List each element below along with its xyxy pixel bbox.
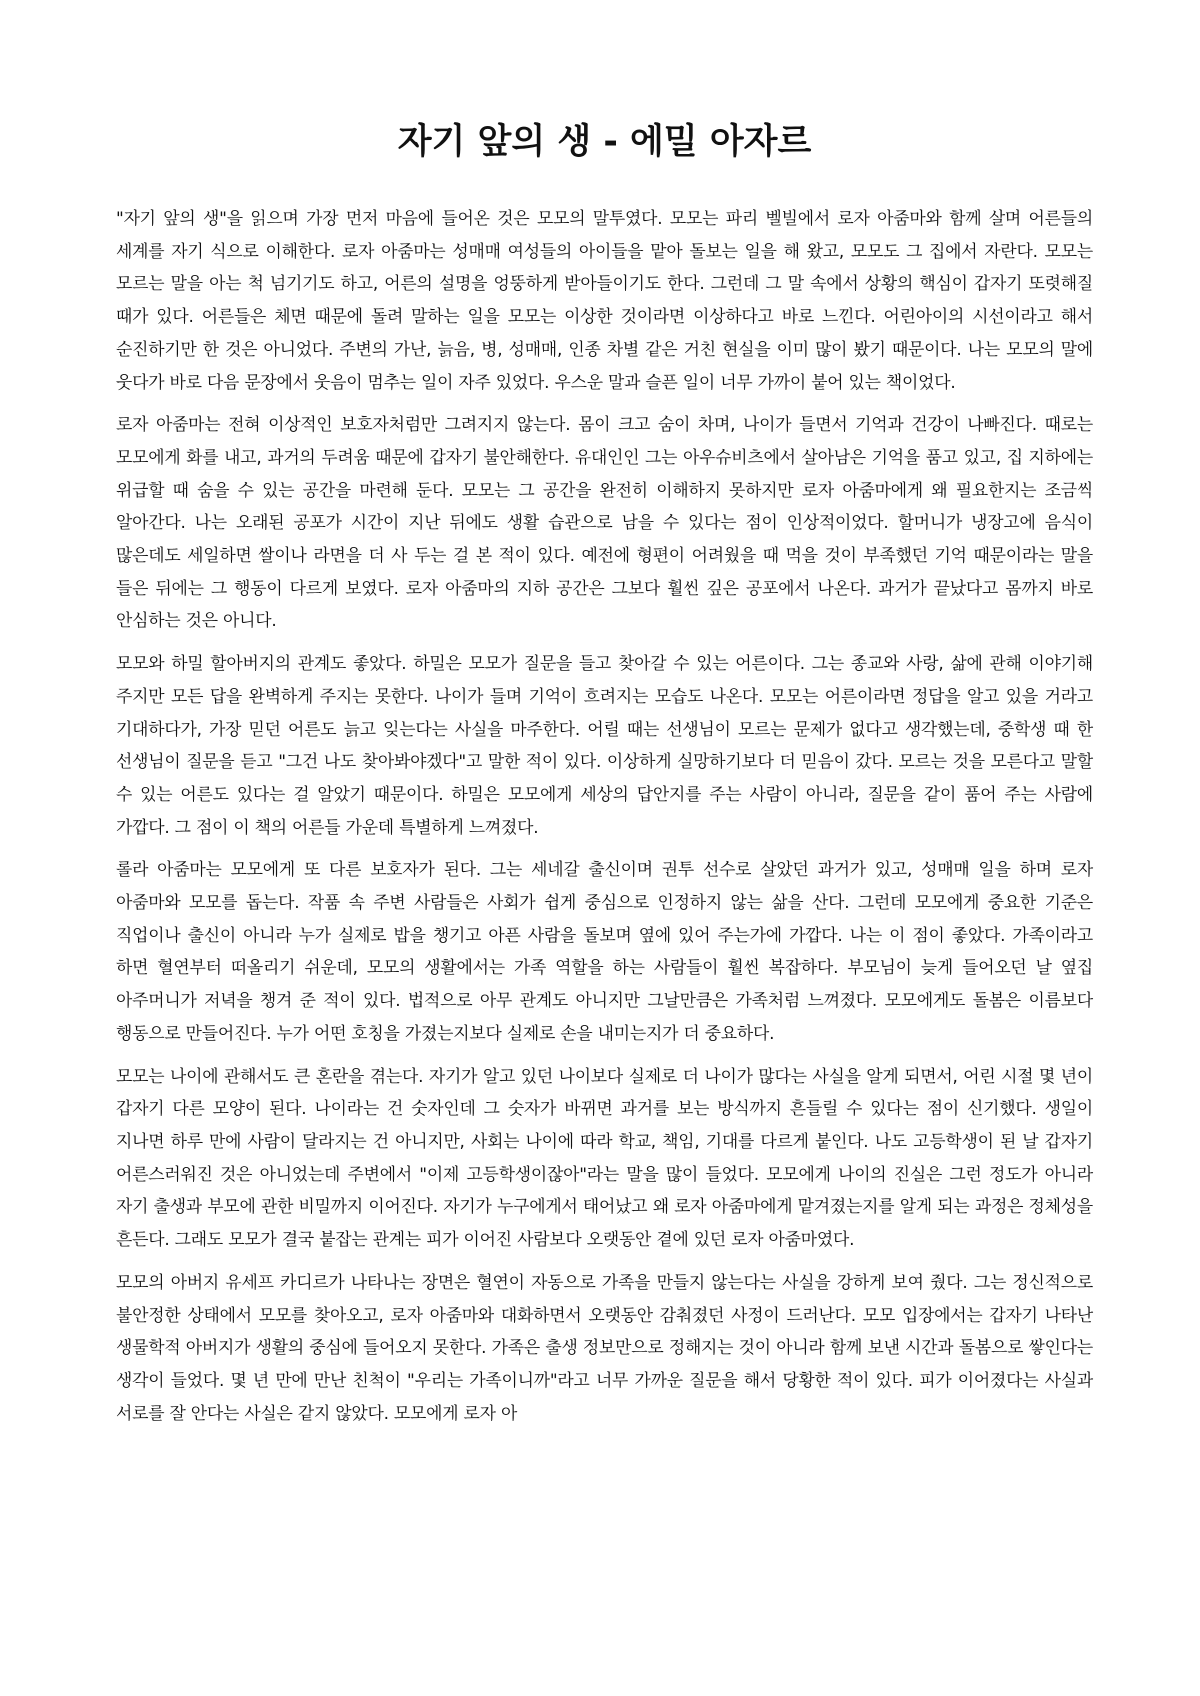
document-title: 자기 앞의 생 - 에밀 아자르 bbox=[397, 122, 812, 162]
paragraph-2: 로자 아줌마는 전혀 이상적인 보호자처럼만 그려지지 않는다. 몸이 크고 숨이 차며, 나이가 들면서 기억과 건강이 나빠진다. 때로는 모모에게 화를 내고, 과거의 두려움 때문에 갑자기 불안해한다. 유대인인 그는 아우슈비츠에서 살아남은 기억을 품고 있고, 집 지하에는 위급할 때 숨을 수 있는 공간을 마련해 둔다. 모모는 그 공간을 완전히 이해하지 못하지만 로자 아줌마에게 왜 필요한지는 조금씩 알아간다. 나는 오래된 공포가 시간이 지난 뒤에도 생활 습관으로 남을 수 있다는 점이 인상적이었다. 할머니가 냉장고에 음식이 많은데도 세일하면 쌀이나 라면을 더 사 두는 걸 본 적이 있다. 예전에 형편이 어려웠을 때 먹을 것이 부족했던 기억 때문이라는 말을 들은 뒤에는 그 행동이 다르게 보였다. 로자 아줌마의 지하 공간은 그보다 훨씬 깊은 공포에서 나온다. 과거가 끝났다고 몸까지 바로 안심하는 것은 아니다. bbox=[116, 414, 1093, 631]
paragraph-4: 롤라 아줌마는 모모에게 또 다른 보호자가 된다. 그는 세네갈 출신이며 권투 선수로 살았던 과거가 있고, 성매매 일을 하며 로자 아줌마와 모모를 돕는다. 작품 속 주변 사람들은 사회가 쉽게 중심으로 인정하지 않는 삶을 산다. 그런데 모모에게 중요한 기준은 직업이나 출신이 아니라 누가 실제로 밥을 챙기고 아픈 사람을 돌보며 옆에 있어 주는가에 가깝다. 나는 이 점이 좋았다. 가족이라고 하면 혈연부터 떠올리기 쉬운데, 모모의 생활에서는 가족 역할을 하는 사람들이 훨씬 복잡하다. 부모님이 늦게 들어오던 날 옆집 아주머니가 저녁을 챙겨 준 적이 있다. 법적으로 아무 관계도 아니지만 그날만큼은 가족처럼 느껴졌다. 모모에게도 돌봄은 이름보다 행동으로 만들어진다. 누가 어떤 호칭을 가졌는지보다 실제로 손을 내미는지가 더 중요하다. bbox=[116, 859, 1093, 1043]
paragraph-1: "자기 앞의 생"을 읽으며 가장 먼저 마음에 들어온 것은 모모의 말투였다. 모모는 파리 벨빌에서 로자 아줌마와 함께 살며 어른들의 세계를 자기 식으로 이해한다. 로자 아줌마는 성매매 여성들의 아이들을 맡아 돌보는 일을 해 왔고, 모모도 그 집에서 자란다. 모모는 모르는 말을 아는 척 넘기기도 하고, 어른의 설명을 엉뚱하게 받아들이기도 한다. 그런데 그 말 속에서 상황의 핵심이 갑자기 또렷해질 때가 있다. 어른들은 체면 때문에 돌려 말하는 일을 모모는 이상한 것이라면 이상하다고 바로 느낀다. 어린아이의 시선이라고 해서 순진하기만 한 것은 아니었다. 주변의 가난, 늙음, 병, 성매매, 인종 차별 같은 거친 현실을 이미 많이 봤기 때문이다. 나는 모모의 말에 웃다가 바로 다음 문장에서 웃음이 멈추는 일이 자주 있었다. 우스운 말과 슬픈 일이 너무 가까이 붙어 있는 책이었다. bbox=[116, 208, 1093, 392]
paragraph-3: 모모와 하밀 할아버지의 관계도 좋았다. 하밀은 모모가 질문을 들고 찾아갈 수 있는 어른이다. 그는 종교와 사랑, 삶에 관해 이야기해 주지만 모든 답을 완벽하게 주지는 못한다. 나이가 들며 기억이 흐려지는 모습도 나온다. 모모는 어른이라면 정답을 알고 있을 거라고 기대하다가, 가장 믿던 어른도 늙고 잊는다는 사실을 마주한다. 어릴 때는 선생님이 모르는 문제가 없다고 생각했는데, 중학생 때 한 선생님이 질문을 듣고 "그건 나도 찾아봐야겠다"고 말한 적이 있다. 이상하게 실망하기보다 더 믿음이 갔다. 모르는 것을 모른다고 말할 수 있는 어른도 있다는 걸 알았기 때문이다. 하밀은 모모에게 세상의 답안지를 주는 사람이 아니라, 질문을 같이 품어 주는 사람에 가깝다. 그 점이 이 책의 어른들 가운데 특별하게 느껴졌다. bbox=[116, 653, 1093, 837]
paragraph-6: 모모의 아버지 유세프 카디르가 나타나는 장면은 혈연이 자동으로 가족을 만들지 않는다는 사실을 강하게 보여 줬다. 그는 정신적으로 불안정한 상태에서 모모를 찾아오고, 로자 아줌마와 대화하면서 오랫동안 감춰졌던 사정이 드러난다. 모모 입장에서는 갑자기 나타난 생물학적 아버지가 생활의 중심에 들어오지 못한다. 가족은 출생 정보만으로 정해지는 것이 아니라 함께 보낸 시간과 돌봄으로 쌓인다는 생각이 들었다. 몇 년 만에 만난 친척이 "우리는 가족이니까"라고 너무 가까운 질문을 해서 당황한 적이 있다. 피가 이어졌다는 사실과 서로를 잘 안다는 사실은 같지 않았다. 모모에게 로자 아 bbox=[116, 1271, 1093, 1423]
paragraph-5: 모모는 나이에 관해서도 큰 혼란을 겪는다. 자기가 알고 있던 나이보다 실제로 더 나이가 많다는 사실을 알게 되면서, 어린 시절 몇 년이 갑자기 다른 모양이 된다. 나이라는 건 숫자인데 그 숫자가 바뀌면 과거를 보는 방식까지 흔들릴 수 있다는 점이 신기했다. 생일이 지나면 하루 만에 사람이 달라지는 건 아니지만, 사회는 나이에 따라 학교, 책임, 기대를 다르게 붙인다. 나도 고등학생이 된 날 갑자기 어른스러워진 것은 아니었는데 주변에서 "이제 고등학생이잖아"라는 말을 많이 들었다. 모모에게 나이의 진실은 그런 정도가 아니라 자기 출생과 부모에 관한 비밀까지 이어진다. 자기가 누구에게서 태어났고 왜 로자 아줌마에게 맡겨졌는지를 알게 되는 과정은 정체성을 흔든다. 그래도 모모가 결국 붙잡는 관계는 피가 이어진 사람보다 오랫동안 곁에 있던 로자 아줌마였다. bbox=[116, 1065, 1093, 1250]
